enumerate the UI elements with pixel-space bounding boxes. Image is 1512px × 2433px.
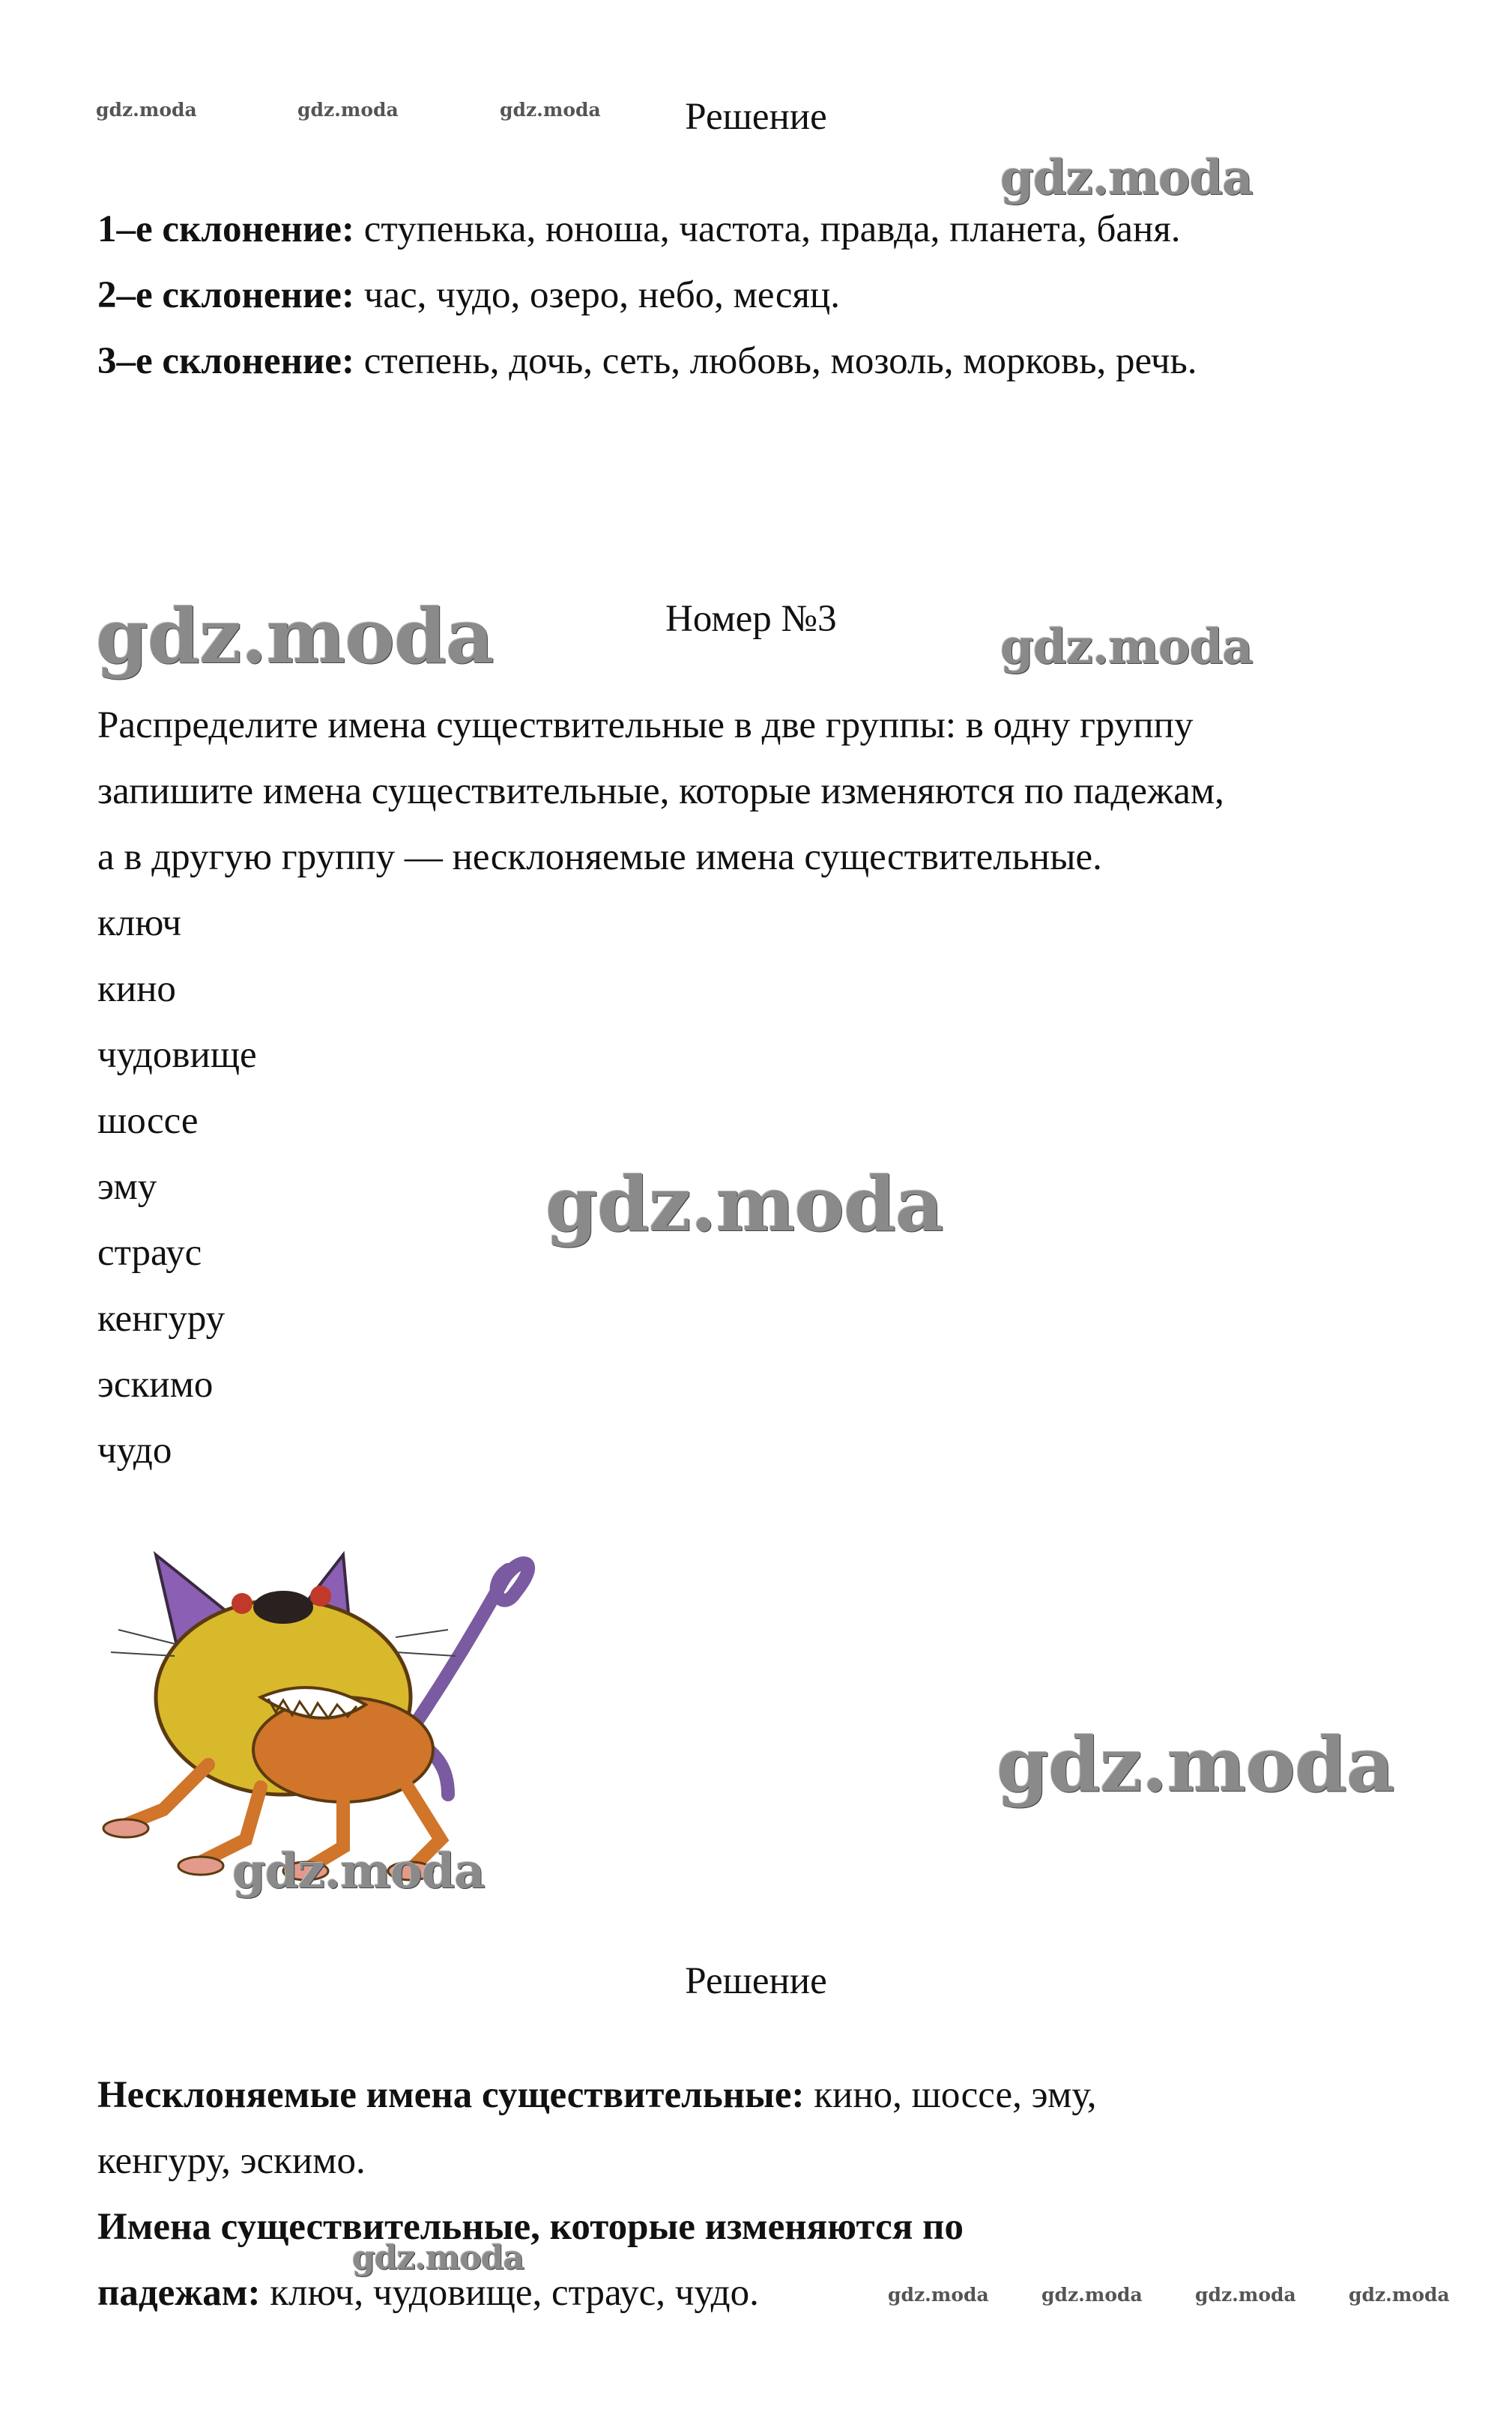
watermark: gdz.moda [1349,2284,1450,2306]
watermark: gdz.moda [1041,2284,1143,2306]
declension-label: 1–е склонение: [97,208,354,250]
task-title: Номер №3 [665,598,837,640]
solution-heading: Решение [685,1960,827,2002]
declension-row-2 [97,273,840,318]
word-item: кенгуру [97,1298,226,1340]
watermark: gdz.moda [297,99,399,121]
rat-monster-illustration [96,1525,545,1885]
word-item: страус [97,1232,202,1274]
word-item: чудо [97,1430,172,1472]
solution-line [97,2073,1097,2118]
watermark: gdz.moda [1195,2284,1296,2306]
declension-label: 3–е склонение: [97,340,354,382]
watermark: gdz.moda [96,99,197,121]
watermark: gdz.moda [232,1843,485,1899]
solution-heading: Решение [685,96,827,138]
watermark: gdz.moda [1000,619,1253,675]
declension-row-3 [97,339,1197,384]
watermark: gdz.moda [997,1720,1394,1809]
watermark: gdz.moda [1000,150,1253,206]
declension-words: степень, дочь, сеть, любовь, мозоль, морковь, речь. [354,340,1197,382]
solution-line: кенгуру, эскимо. [97,2140,366,2182]
solution-label: падежам: [97,2272,261,2314]
declension-row-1 [97,207,1181,252]
word-item: чудовище [97,1034,257,1076]
word-item: ключ [97,902,182,944]
solution-line [97,2204,964,2249]
word-item: эскимо [97,1364,214,1406]
declension-words: ступенька, юноша, частота, правда, планета, баня. [354,208,1181,250]
watermark: gdz.moda [545,1160,943,1248]
watermark: gdz.moda [96,592,494,680]
task-prompt-line: запишите имена существительные, которые изменяются по падежам, [97,770,1224,812]
task-prompt-line: Распределите имена существительные в две группы: в одну группу [97,704,1194,746]
declension-words: час, чудо, озеро, небо, месяц. [354,274,840,316]
solution-label: Имена существительные, которые изменяются по [97,2206,964,2248]
solution-line [97,2270,759,2315]
task-prompt-line: а в другую группу — несклоняемые имена существительные. [97,836,1102,878]
declension-label: 2–е склонение: [97,274,354,316]
watermark: gdz.moda [352,2239,524,2277]
solution-text: ключ, чудовище, страус, чудо. [260,2272,759,2314]
word-item: шоссе [97,1100,199,1142]
watermark: gdz.moda [888,2284,989,2306]
watermark: gdz.moda [500,99,601,121]
solution-label: Несклоняемые имена существительные: [97,2074,805,2116]
word-item: кино [97,968,176,1010]
word-item: эму [97,1166,157,1208]
solution-text: кино, шоссе, эму, [804,2074,1097,2116]
